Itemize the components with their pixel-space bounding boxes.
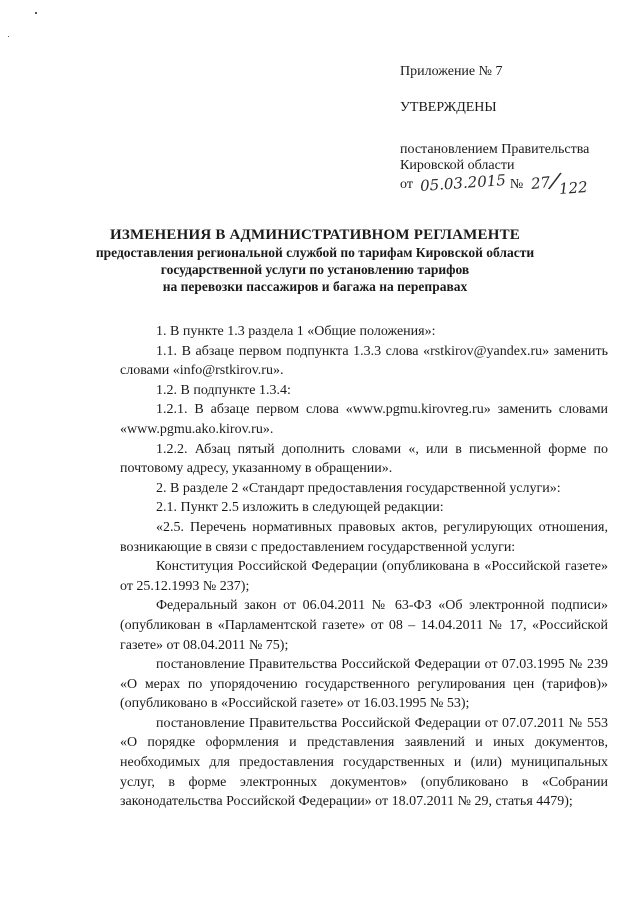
paragraph-2-1: 2.1. Пункт 2.5 изложить в следующей редакции: (156, 500, 444, 516)
legal-act-federal-law-63: Федеральный закон от 06.04.2011 № 63-ФЗ «Об электронной подписи» (опубликован в «Парламентской газете» от 08 – 14.04.2011 № 17, «Российской газете» от 08.04.2011 № 75); (120, 598, 608, 653)
legal-act-resolution-553: постановление Правительства Российской Федерации от 07.07.2011 № 553 «О порядке оформления и представления заявлений и иных документов, необходимых для предоставления государственных и (или) муниципальных услуг, в форме электронных документов» (опубликовано в «Собрании законодательства Российской Федерации» от 18.07.2011 № 29, статья 4479); (120, 715, 608, 810)
paragraph-1-2: 1.2. В подпункте 1.3.4: (156, 382, 291, 398)
approval-header (400, 64, 630, 198)
handwritten-number: 27 (529, 173, 551, 193)
paragraph-2: 2. В разделе 2 «Стандарт предоставления государственной услуги»: (156, 480, 561, 496)
paragraph-1-1: 1.1. В абзаце первом подпункта 1.3.3 слова «rstkirov@yandex.ru» заменить словами «info@rstkirov.ru». (120, 343, 608, 379)
paragraph-1-2-2: 1.2.2. Абзац пятый дополнить словами «, или в письменной форме по почтовому адресу, указанному в обращении». (120, 441, 608, 477)
handwritten-slash: / (548, 168, 561, 195)
document-title (60, 226, 570, 295)
document-body (120, 322, 608, 812)
title-sub-line-3: на перевозки пассажиров и багажа на переправах (162, 279, 468, 294)
number-sign: № (509, 177, 524, 192)
paragraph-2-5: «2.5. Перечень нормативных правовых актов, регулирующих отношения, возникающие в связи с предоставлением государственной услуги: (120, 519, 608, 555)
scan-speck (8, 36, 9, 37)
approved-label: УТВЕРЖДЕНЫ (400, 100, 497, 115)
legal-act-constitution: Конституция Российской Федерации (опубликована в «Российской газете» от 25.12.1993 № 237); (120, 559, 608, 594)
handwritten-date: 05.03.2015 (419, 171, 507, 195)
scan-speck (35, 12, 37, 14)
paragraph-1-2-1: 1.2.1. В абзаце первом слова «www.pgmu.kirovreg.ru» заменить словами «www.pgmu.ako.kirov.ru». (120, 402, 608, 437)
title-sub-line-2: государственной услуги по установлению тарифов (160, 262, 470, 277)
title-main: ИЗМЕНЕНИЯ В АДМИНИСТРАТИВНОМ РЕГЛАМЕНТЕ (109, 227, 521, 243)
legal-act-resolution-239: постановление Правительства Российской Федерации от 07.03.1995 № 239 «О мерах по упорядочению государственного регулирования цен (тарифов)» (опубликовано в «Российской газете» от 16.03.1995 № 53); (120, 657, 608, 712)
resolution-line-2: Кировской области (400, 158, 515, 173)
title-sub-line-1: предоставления региональной службой по тарифам Кировской области (95, 245, 535, 260)
handwritten-number-2: 122 (558, 178, 589, 198)
appendix-number: Приложение № 7 (400, 64, 503, 79)
resolution-date-number (400, 168, 630, 198)
resolution-line-1: постановлением Правительства (400, 142, 590, 157)
from-label: от (400, 177, 413, 192)
paragraph-1: 1. В пункте 1.3 раздела 1 «Общие положения»: (156, 324, 436, 339)
